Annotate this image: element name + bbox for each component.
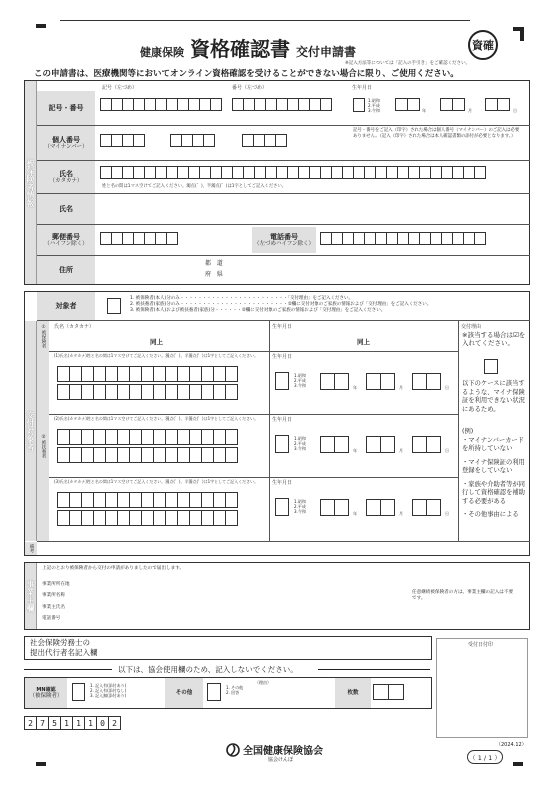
reason-case-text: 以下のケースに該当するような、マイナ保険証を利用できない状況にあるため。 — [462, 380, 525, 413]
mynumber-input-2[interactable] — [170, 134, 214, 147]
bango-input[interactable] — [232, 98, 331, 111]
name-kana-note: 姓と名の間は1マス空けてご記入ください。濁点(゛)、半濁点(゜)は1字としてご記入ください。 — [102, 184, 287, 189]
issue-same-dob: 同上 — [357, 338, 370, 346]
dependent-3-caption: (3)氏名(カタカナ)姓と名の間は1マス空けてご記入ください。濁点(゛)、半濁点(゜)は1字としてご記入ください。 — [54, 479, 259, 484]
mynumber-label: 個人番号 （マイナンバー） — [37, 126, 95, 160]
name-kana-label: 氏名 （カタカナ） — [37, 161, 95, 193]
title-main: 資格確認書 — [190, 37, 290, 61]
dependent-2-day[interactable] — [412, 436, 440, 453]
org-subname: 協会けんぽ — [268, 757, 294, 763]
address-input[interactable] — [230, 257, 526, 283]
assoc-other-options: 1. その他 2. 回答 — [226, 685, 244, 696]
dependent-2-dob-caption: 生年月日 — [272, 417, 293, 423]
dependent-3-year[interactable] — [320, 499, 348, 516]
insured-era-box[interactable] — [353, 98, 365, 112]
dependent-1-dob-caption: 生年月日 — [272, 354, 293, 360]
assoc-mn-label: MN確認 （被保険者） — [25, 678, 67, 708]
assoc-count-label: 枚数 — [335, 678, 371, 708]
dependent-1-era-options: 1.昭和 2.平成 3.令和 — [294, 373, 306, 388]
intro-text: この申請書は、医療機関等においてオンライン資格確認を受けることができない場合に限り、ご使用ください。 — [34, 69, 459, 79]
insured-month-input[interactable] — [440, 98, 464, 111]
dependent-3-name-row2[interactable] — [57, 510, 237, 526]
registration-mark-top-right-v — [520, 27, 524, 41]
form-number: 2 7 5 1 1 1 0 2 — [24, 716, 120, 730]
dependent-3-day[interactable] — [412, 499, 440, 516]
registration-mark-bottom-right — [513, 762, 523, 766]
insured-day-input[interactable] — [485, 98, 509, 111]
dependent-1-caption: (1)氏名(カタカナ)姓と名の間は1マス空けてご記入ください。濁点(゛)、半濁点(゜)は1字としてご記入ください。 — [54, 353, 259, 358]
name-input[interactable] — [97, 195, 527, 223]
dependent-3-era-options: 1.昭和 2.平成 3.令和 — [294, 499, 306, 514]
phone-input[interactable] — [320, 232, 485, 245]
dependent-1-era-box[interactable] — [275, 372, 289, 390]
dependent-2-era-options: 1.昭和 2.平成 3.令和 — [294, 436, 306, 451]
org-name: 全国健康保険協会 — [243, 746, 323, 757]
dependent-2-era-box[interactable] — [275, 435, 289, 453]
reason-check-text: ※該当する場合は☑を入れてください。 — [462, 331, 526, 348]
dependent-1-name-row1[interactable] — [57, 366, 237, 382]
address-prefecture-suffix: 都 道 府 県 — [205, 260, 223, 279]
employer-section-title: 事業主欄 — [25, 563, 37, 629]
page-indicator: （ 1 / 1 ） — [467, 750, 503, 764]
dependent-2-name-row1[interactable] — [57, 429, 237, 445]
dependent-1-month[interactable] — [366, 373, 394, 390]
target-checkbox[interactable] — [107, 298, 121, 314]
postal-label: 郵便番号 （ハイフン除く） — [37, 225, 95, 255]
issue-col-name: 氏名（カタカナ） — [54, 324, 95, 330]
form-version: （2024.12） — [496, 742, 527, 748]
kigo-label: 記号・番号 — [37, 91, 95, 125]
assoc-other-box[interactable] — [207, 683, 221, 701]
kigo-caption: 記号（左づめ） — [102, 85, 138, 91]
form-title — [140, 33, 356, 62]
target-label: 対象者 — [37, 292, 95, 320]
stamp-label: 受付日付印 — [468, 642, 494, 648]
issue-side-dependents: ②被扶養者 — [37, 351, 49, 541]
reason-checkbox[interactable] — [484, 359, 498, 374]
mynumber-input-1[interactable] — [100, 134, 144, 147]
assoc-other-note: （理由） — [255, 680, 271, 685]
sharoshi-label: 社会保険労務士の 提出代行者名記入欄 — [30, 638, 98, 657]
dependent-2-caption: (2)氏名(カタカナ)姓と名の間は1マス空けてご記入ください。濁点(゛)、半濁点(゜)は1字としてご記入ください。 — [54, 416, 259, 421]
name-kana-input[interactable] — [100, 166, 485, 179]
employer-note: 任意継続被保険者の方は、事業主欄の記入は不要です。 — [412, 590, 514, 602]
name-label: 氏名 — [37, 194, 95, 224]
month-unit: 月 — [468, 108, 472, 113]
issue-same-name: 同上 — [150, 338, 163, 346]
target-options: 1. 被保険者(本人)分のみ・・・・・・・・・・・・・・・・・・・・・・・・「交付理由」をご記入ください。 2. 被扶養者(家族)分のみ・・・・・・・・・・・・・・・・・・・・・・・・②欄に交付対象のご家族の情報および「交付理由」をご記入ください。 3. 被保険者(本人)および被扶養者(家族)分・・・・・・②欄に交付対象のご家族の情報および「交付理由」をご記入ください。 — [130, 296, 432, 313]
issue-side-insured: ①被保険者 — [37, 321, 49, 351]
mynumber-note: 記号・番号をご記入（印字）された場合は個人番号（マイナンバー）のご記入は必要ありません。（記入（印字）された場合は本人確認書類の添付が必要となります。） — [353, 128, 520, 139]
registration-mark-bottom-left — [36, 762, 46, 766]
mynumber-input-3[interactable] — [242, 134, 286, 147]
dependent-3-dob-caption: 生年月日 — [272, 480, 293, 486]
assoc-mn-options: 1. 記入有(添付あり) 2. 記入有(添付なし) 3. 記入無(添付あり) — [90, 683, 127, 699]
postal-input[interactable] — [100, 232, 177, 245]
issue-col-dob: 生年月日 — [272, 324, 293, 330]
assoc-count-input[interactable] — [373, 684, 403, 700]
employer-fields: 事業所所在地 事業所名称 事業主氏名 電話番号 — [42, 582, 70, 622]
dependent-2-year[interactable] — [320, 436, 348, 453]
dependent-2-name-row2[interactable] — [57, 447, 237, 463]
issue-col-reason: 交付理由 — [461, 324, 482, 330]
dependent-3-month[interactable] — [366, 499, 394, 516]
address-label: 住所 — [37, 256, 95, 284]
assoc-banner: 以下は、協会使用欄のため、記入しないでください。 — [118, 665, 298, 674]
reason-example: (例) ・マイナンバーカードを所持していない ・マイナ保険証の利用登録をしていない ・家族や介助者等が同行して資格確認を補助する必要がある ・その他事由による — [462, 428, 525, 518]
dependent-1-name-row2[interactable] — [57, 384, 237, 400]
org-logo-icon — [226, 743, 240, 757]
title-prefix: 健康保険 — [140, 46, 184, 59]
dob-caption: 生年月日 — [352, 85, 373, 91]
header-note: ※記入方法等については「記入の手引き」をご確認ください。 — [345, 61, 471, 66]
dependent-3-era-box[interactable] — [275, 498, 289, 516]
remarks-label: 備考 — [25, 542, 37, 555]
phone-label: 電話番号 （左づめハイフン除く） — [252, 227, 316, 253]
dependent-1-day[interactable] — [412, 373, 440, 390]
insured-section-title: 被保険者情報 — [25, 81, 37, 284]
insured-era-options: 1.昭和 2.平成 3.令和 — [368, 98, 380, 113]
kigo-input[interactable] — [100, 98, 221, 111]
year-unit: 年 — [422, 108, 426, 113]
title-suffix: 交付申請書 — [296, 45, 357, 59]
registration-mark-top-left — [36, 24, 46, 28]
day-unit: 日 — [513, 108, 517, 113]
assoc-other-label: その他 — [165, 678, 203, 708]
dependent-3-name-row1[interactable] — [57, 492, 237, 508]
dependent-1-year[interactable] — [320, 373, 348, 390]
assoc-mn-box[interactable] — [72, 683, 85, 701]
insured-year-input[interactable] — [395, 98, 419, 111]
form-badge: 資確 — [468, 30, 498, 60]
bango-caption: 番号（左づめ） — [232, 85, 268, 91]
issue-section-title: 交付対象者 — [25, 321, 37, 541]
employer-intro: 上記のとおり被保険者から交付の申請がありましたので届出します。 — [42, 566, 185, 571]
stamp-box — [436, 638, 528, 738]
dependent-2-month[interactable] — [366, 436, 394, 453]
